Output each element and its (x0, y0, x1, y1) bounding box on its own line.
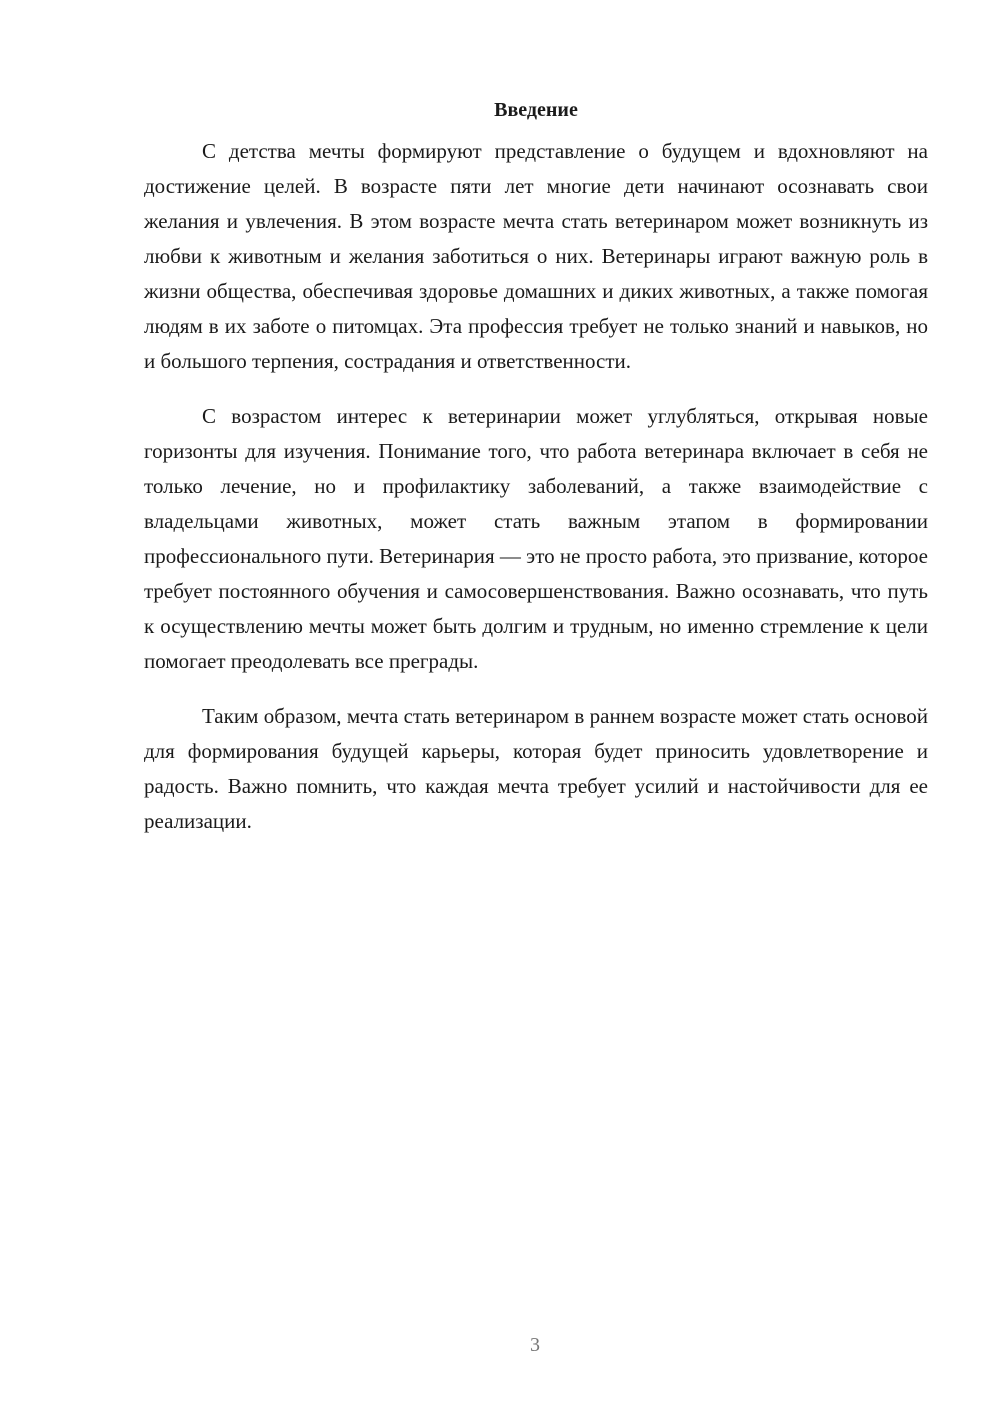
paragraph-1: С детства мечты формируют представление о будущем и вдохновляют на достижение целей. В возрасте пяти лет многие дети начинают осознавать свои желания и увлечения. В этом возрасте мечта стать ветеринаром может возникнуть из любви к животным и желания заботиться о них. Ветеринары играют важную роль в жизни общества, обеспечивая здоровье домашних и диких животных, а также помогая людям в их заботе о питомцах. Эта профессия требует не только знаний и навыков, но и большого терпения, сострадания и ответственности. (144, 139, 928, 373)
paragraph-2: С возрастом интерес к ветеринарии может углубляться, открывая новые горизонты для изучения. Понимание того, что работа ветеринара включает в себя не только лечение, но и профилактику заболеваний, а также взаимодействие с владельцами животных, может стать важным этапом в формировании профессионального пути. Ветеринария — это не просто работа, это призвание, которое требует постоянного обучения и самосовершенствования. Важно осознавать, что путь к осуществлению мечты может быть долгим и трудным, но именно стремление к цели помогает преодолевать все преграды. (144, 404, 928, 673)
paragraph-3: Таким образом, мечта стать ветеринаром в раннем возрасте может стать основой для формирования будущей карьеры, которая будет приносить удовлетворение и радость. Важно помнить, что каждая мечта требует усилий и настойчивости для ее реализации. (144, 704, 928, 833)
page-number: 3 (530, 1334, 540, 1356)
section-title: Введение (494, 99, 578, 121)
document-body (144, 96, 928, 859)
